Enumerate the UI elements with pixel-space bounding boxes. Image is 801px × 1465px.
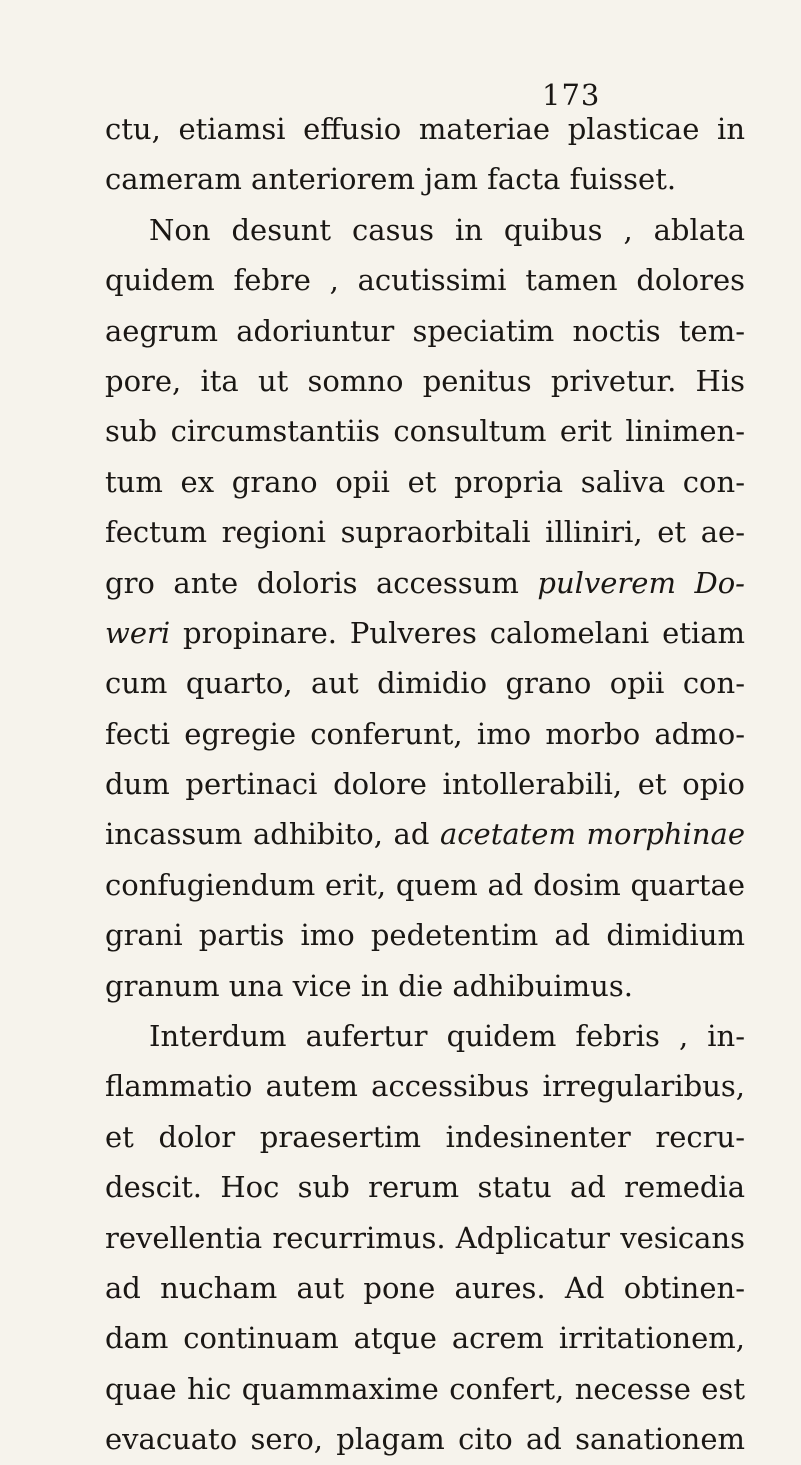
text-line bbox=[105, 1213, 745, 1263]
text-line bbox=[105, 154, 745, 204]
text-run: fectum regioni supraorbitali illiniri, et ae- bbox=[105, 515, 745, 550]
text-line bbox=[105, 255, 745, 305]
text-run: tum ex grano opii et propria saliva con- bbox=[105, 464, 745, 499]
text-line bbox=[105, 507, 745, 557]
text-line bbox=[105, 759, 745, 809]
text-line bbox=[105, 961, 745, 1011]
text-run: descit. Hoc sub rerum statu ad remedia bbox=[105, 1170, 745, 1205]
italic-text: pulverem Do- bbox=[537, 565, 745, 600]
text-run: sub circumstantiis consultum erit linimen- bbox=[105, 414, 745, 449]
text-run: incassum adhibito, ad bbox=[105, 817, 440, 852]
text-line bbox=[105, 860, 745, 910]
text-line bbox=[105, 406, 745, 456]
text-line bbox=[105, 1414, 745, 1464]
text-line bbox=[105, 1364, 745, 1414]
text-run: aegrum adoriuntur speciatim noctis tem- bbox=[105, 313, 745, 348]
body-text bbox=[105, 104, 745, 1465]
text-line bbox=[105, 104, 745, 154]
text-run: dum pertinaci dolore intollerabili, et opio bbox=[105, 767, 745, 802]
text-line bbox=[105, 1313, 745, 1363]
text-line bbox=[105, 709, 745, 759]
text-run: ad nucham aut pone aures. Ad obtinen- bbox=[105, 1270, 745, 1305]
text-run: granum una vice in die adhibuimus. bbox=[105, 968, 633, 1003]
text-line bbox=[105, 1112, 745, 1162]
text-line bbox=[105, 910, 745, 960]
text-run: cameram anteriorem jam facta fuisset. bbox=[105, 162, 677, 197]
text-line bbox=[105, 356, 745, 406]
text-line bbox=[105, 457, 745, 507]
text-run: revellentia recurrimus. Adplicatur vesicans bbox=[105, 1220, 745, 1255]
page-number: 173 bbox=[542, 78, 601, 112]
text-line bbox=[105, 608, 745, 658]
italic-text: acetatem morphinae bbox=[440, 817, 745, 852]
text-run: pore, ita ut somno penitus privetur. His bbox=[105, 363, 745, 398]
text-run: dam continuam atque acrem irritationem, bbox=[105, 1321, 745, 1356]
text-run: et dolor praesertim indesinenter recru- bbox=[105, 1119, 745, 1154]
text-line bbox=[105, 658, 745, 708]
text-run: propinare. Pulveres calomelani etiam bbox=[170, 615, 745, 650]
text-run: Non desunt casus in quibus , ablata bbox=[149, 212, 745, 247]
text-run: confugiendum erit, quem ad dosim quartae bbox=[105, 867, 745, 902]
text-run: cum quarto, aut dimidio grano opii con- bbox=[105, 666, 745, 701]
text-run: quidem febre , acutissimi tamen dolores bbox=[105, 263, 745, 298]
text-run: grani partis imo pedetentim ad dimidium bbox=[105, 918, 745, 953]
text-run: quae hic quammaxime confert, necesse est bbox=[105, 1371, 745, 1406]
text-line bbox=[105, 306, 745, 356]
text-line bbox=[105, 1162, 745, 1212]
text-line bbox=[105, 1061, 745, 1111]
text-run: fecti egregie conferunt, imo morbo admo- bbox=[105, 716, 745, 751]
text-run: gro ante doloris accessum bbox=[105, 565, 538, 600]
text-line bbox=[105, 558, 745, 608]
text-run: flammatio autem accessibus irregularibus, bbox=[105, 1069, 745, 1104]
text-line bbox=[105, 1263, 745, 1313]
text-run: ctu, etiamsi effusio materiae plasticae in bbox=[105, 112, 745, 146]
text-run: Interdum aufertur quidem febris , in- bbox=[149, 1019, 745, 1054]
text-line bbox=[105, 205, 745, 255]
text-run: evacuato sero, plagam cito ad sanationem bbox=[105, 1422, 745, 1457]
italic-text: weri bbox=[105, 615, 171, 650]
text-line bbox=[105, 809, 745, 859]
text-line bbox=[105, 1011, 745, 1061]
